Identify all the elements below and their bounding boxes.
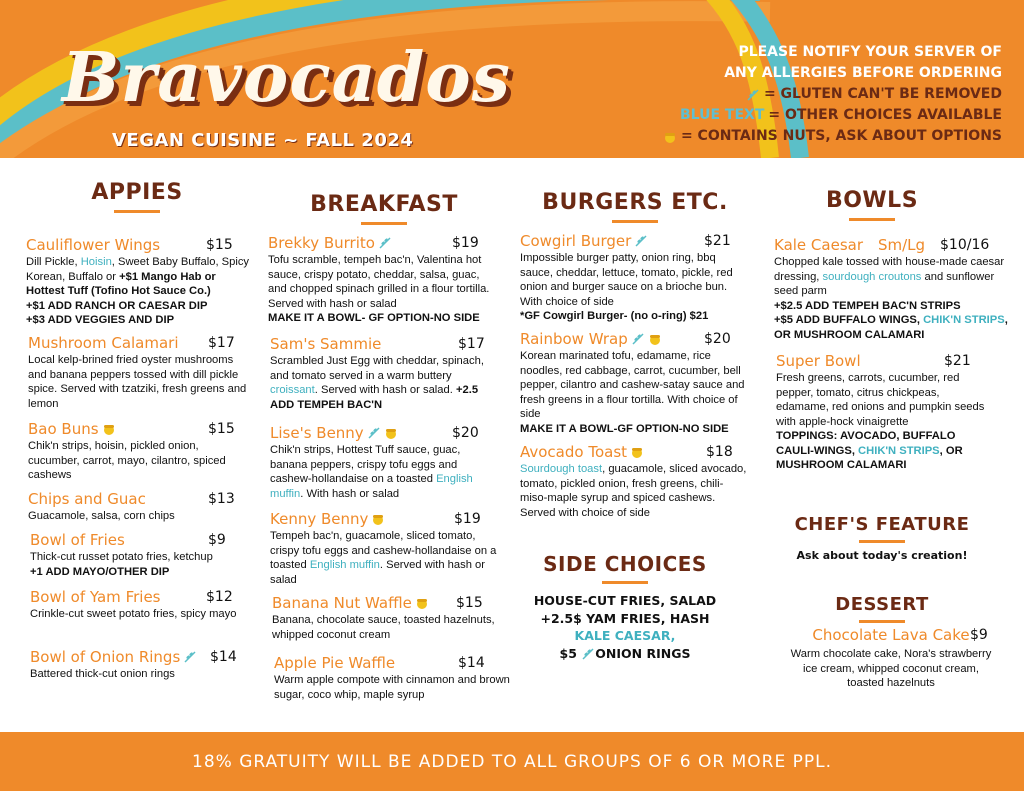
menu-item: [774, 236, 1010, 342]
burgers-title: BURGERS ETC.: [520, 190, 750, 223]
acorn-icon: [384, 426, 398, 440]
acorn-icon: [102, 422, 116, 436]
item-price: $21: [704, 233, 731, 249]
item-name: Super Bowl: [776, 352, 861, 370]
item-price: $17: [458, 336, 485, 352]
legend-blue-desc: = OTHER CHOICES AVAILABLE: [768, 107, 1002, 123]
gratuity-text: 18% GRATUITY WILL BE ADDED TO ALL GROUPS OF 6 OR MORE PPL.: [192, 751, 832, 772]
item-price: $12: [206, 589, 233, 605]
legend-gluten: [663, 84, 1002, 105]
wheat-icon: [746, 88, 760, 102]
wheat-icon: [378, 236, 392, 250]
item-name: Chocolate Lava Cake: [812, 626, 970, 644]
menu-item: [30, 588, 250, 622]
acorn-icon: [415, 596, 429, 610]
menu-item: [268, 234, 500, 326]
restaurant-logo: Bravocados: [62, 38, 511, 118]
item-description: Chik'n strips, hoisin, pickled onion, cucumber, carrot, mayo, cilantro, spiced cashews: [28, 440, 226, 481]
item-price: $9: [970, 627, 988, 643]
item-price: $13: [208, 491, 235, 507]
item-description: Thick-cut russet potato fries, ketchup +1 ADD MAYO/OTHER DIP: [30, 551, 213, 578]
item-price: $17: [208, 335, 235, 351]
item-price: $19: [454, 511, 481, 527]
menu-item: [272, 594, 498, 642]
item-description: Guacamole, salsa, corn chips: [28, 510, 175, 522]
item-name: Lise's Benny: [270, 424, 398, 442]
item-description: Warm apple compote with cinnamon and brown sugar, coco whip, maple syrup: [274, 674, 510, 701]
side-choices-list: [520, 592, 730, 662]
item-description: Korean marinated tofu, edamame, rice noodles, red cabbage, carrot, cucumber, bell pepper, cilantro and cashew-satay sauce and fresh greens in a flour tortilla. With choice of side MAKE IT A BOWL-GF OPTION-NO SIDE: [520, 350, 745, 435]
legend-blue-text: [663, 105, 1002, 126]
bowls-title: BOWLS: [774, 188, 970, 221]
item-name: Avocado Toast: [520, 443, 644, 461]
dessert-title: DESSERT: [790, 594, 974, 623]
item-name: Chips and Guac: [28, 490, 146, 508]
item-price: $20: [452, 425, 479, 441]
menu-item: [26, 236, 252, 328]
item-name: Bao Buns: [28, 420, 116, 438]
legend-blue-label: BLUE TEXT: [680, 107, 765, 123]
notice-line-1: PLEASE NOTIFY YOUR SERVER OF: [738, 44, 1002, 60]
item-price: $15: [206, 237, 233, 253]
menu-item: [786, 626, 996, 691]
menu-item: [28, 420, 250, 483]
item-name: Banana Nut Waffle: [272, 594, 429, 612]
legend-nuts: [663, 126, 1002, 147]
item-name: Bowl of Fries: [30, 531, 125, 549]
item-price: $19: [452, 235, 479, 251]
gratuity-footer: [0, 732, 1024, 791]
item-description: Tempeh bac'n, guacamole, sliced tomato, crispy tofu eggs and cashew-hollandaise on a toasted English muffin. Served with hash or salad: [270, 530, 497, 586]
acorn-icon: [648, 332, 662, 346]
item-description: Battered thick-cut onion rings: [30, 668, 175, 680]
acorn-icon: [663, 130, 677, 144]
side-line: KALE CAESAR,: [574, 628, 676, 643]
item-name: Mushroom Calamari: [28, 334, 179, 352]
menu-item: [28, 334, 250, 411]
item-description: Local kelp-brined fried oyster mushrooms and banana peppers tossed with dill pickle spice. Served with tzatziki, fresh greens and lemon: [28, 354, 247, 410]
menu-item: [274, 654, 520, 702]
side-line: $5 ONION RINGS: [559, 645, 691, 661]
menu-header: [0, 0, 1024, 158]
breakfast-section: [268, 192, 500, 225]
menu-item: [520, 443, 750, 520]
wheat-icon: [634, 234, 648, 248]
item-description: Tofu scramble, tempeh bac'n, Valentina hot sauce, crispy potato, cheddar, salsa, guac, and chopped spinach grilled in a flour tortilla. Served with hash or salad MAKE IT A BOWL- GF OPTION-NO SIDE: [268, 254, 490, 324]
appies-title: APPIES: [24, 180, 250, 213]
menu-item: [520, 232, 750, 324]
item-name: Kale Caesar: [774, 236, 863, 254]
menu-item: [270, 510, 498, 587]
side-line: HOUSE-CUT FRIES, SALAD: [533, 593, 717, 608]
acorn-icon: [630, 445, 644, 459]
side-line: +2.5$ YAM FRIES, HASH: [540, 610, 710, 626]
menu-item: [270, 335, 496, 412]
wheat-icon: [631, 332, 645, 346]
item-price: $14: [210, 649, 237, 665]
side-choices-section: [520, 552, 730, 662]
item-description: Dill Pickle, Hoisin, Sweet Baby Buffalo, Spicy Korean, Buffalo or +$1 Mango Hab or Hottest Tuff (Tofino Hot Sauce Co.) +$1 ADD RANCH OR CAESAR DIP +$3 ADD VEGGIES AND DIP: [26, 256, 250, 326]
chefs-feature-section: [790, 514, 974, 562]
wheat-icon: [183, 650, 197, 664]
item-price: $21: [944, 353, 971, 369]
item-name: Kenny Benny: [270, 510, 385, 528]
item-price: $15: [456, 595, 483, 611]
chefs-feature-text: Ask about today's creation!: [796, 549, 968, 562]
item-price: $10/16: [940, 237, 990, 253]
item-name: Bowl of Yam Fries: [30, 588, 161, 606]
item-name: Brekky Burrito: [268, 234, 392, 252]
item-price: $14: [458, 655, 485, 671]
item-description: Chik'n strips, Hottest Tuff sauce, guac, banana peppers, crispy tofu eggs and cashew-hollandaise on a toasted English muffin. With hash or salad: [270, 444, 473, 500]
item-description: Warm chocolate cake, Nora's strawberry ice cream, whipped coconut cream, toasted hazelnuts: [790, 648, 992, 689]
item-name: Cowgirl Burger: [520, 232, 648, 250]
menu-item: [270, 424, 498, 501]
item-name: Sam's Sammie: [270, 335, 382, 353]
item-price: $18: [706, 444, 733, 460]
chefs-feature-title: CHEF'S FEATURE: [790, 514, 974, 543]
item-name: Cauliflower Wings: [26, 236, 161, 254]
legend-gluten-text: = GLUTEN CAN'T BE REMOVED: [763, 86, 1002, 102]
item-price: $15: [208, 421, 235, 437]
wheat-icon: [367, 426, 381, 440]
menu-item: [520, 330, 750, 436]
menu-item: [776, 352, 992, 473]
dessert-section: [790, 594, 974, 623]
side-choices-title: SIDE CHOICES: [520, 552, 730, 584]
allergy-notice: [663, 42, 1002, 147]
item-price: $20: [704, 331, 731, 347]
item-description: Scrambled Just Egg with cheddar, spinach, and tomato served in a warm buttery croissant. Served with hash or salad. +2.5 ADD TEMPEH BAC'N: [270, 355, 484, 411]
notice-line-2: ANY ALLERGIES BEFORE ORDERING: [724, 65, 1002, 81]
appies-section: [24, 180, 250, 213]
item-name: Bowl of Onion Rings: [30, 648, 197, 666]
wheat-icon: [581, 647, 595, 661]
item-description: Crinkle-cut sweet potato fries, spicy mayo: [30, 608, 237, 620]
item-description: Chopped kale tossed with house-made caesar dressing, sourdough croutons and sunflower seed parm +$2.5 ADD TEMPEH BAC'N STRIPS +$5 ADD BUFFALO WINGS, CHIK'N STRIPS, OR MUSHROOM CALAMARI: [774, 256, 1008, 341]
item-description: Fresh greens, carrots, cucumber, red pepper, tomato, citrus chickpeas, edamame, red onions and pumpkin seeds with apple-hock vinaigrette TOPPINGS: AVOCADO, BUFFALO CAULI-WINGS, CHIK'N STRIPS, OR MUSHROOM CALAMARI: [776, 372, 985, 471]
item-name: Apple Pie Waffle: [274, 654, 396, 672]
item-price: $9: [208, 532, 226, 548]
menu-subtitle: VEGAN CUISINE ~ FALL 2024: [112, 130, 414, 151]
menu-item: [28, 490, 250, 524]
item-size: Sm/Lg: [878, 236, 926, 254]
bowls-section: [774, 188, 970, 221]
breakfast-title: BREAKFAST: [268, 192, 500, 225]
menu-item: [30, 531, 250, 579]
item-description: Sourdough toast, guacamole, sliced avocado, tomato, pickled onion, fresh greens, chili-miso-maple syrup and spiced cashews. Served with choice of side: [520, 463, 747, 519]
legend-nuts-text: = CONTAINS NUTS, ASK ABOUT OPTIONS: [680, 128, 1002, 144]
item-description: Banana, chocolate sauce, toasted hazelnuts, whipped coconut cream: [272, 614, 495, 641]
item-description: Impossible burger patty, onion ring, bbq sauce, cheddar, lettuce, tomato, pickle, red onion and burger sauce on a brioche bun. With choice of side *GF Cowgirl Burger- (no o-ring) $21: [520, 252, 733, 322]
acorn-icon: [371, 512, 385, 526]
menu-item: [30, 648, 250, 682]
burgers-section: [520, 190, 750, 223]
item-name: Rainbow Wrap: [520, 330, 662, 348]
